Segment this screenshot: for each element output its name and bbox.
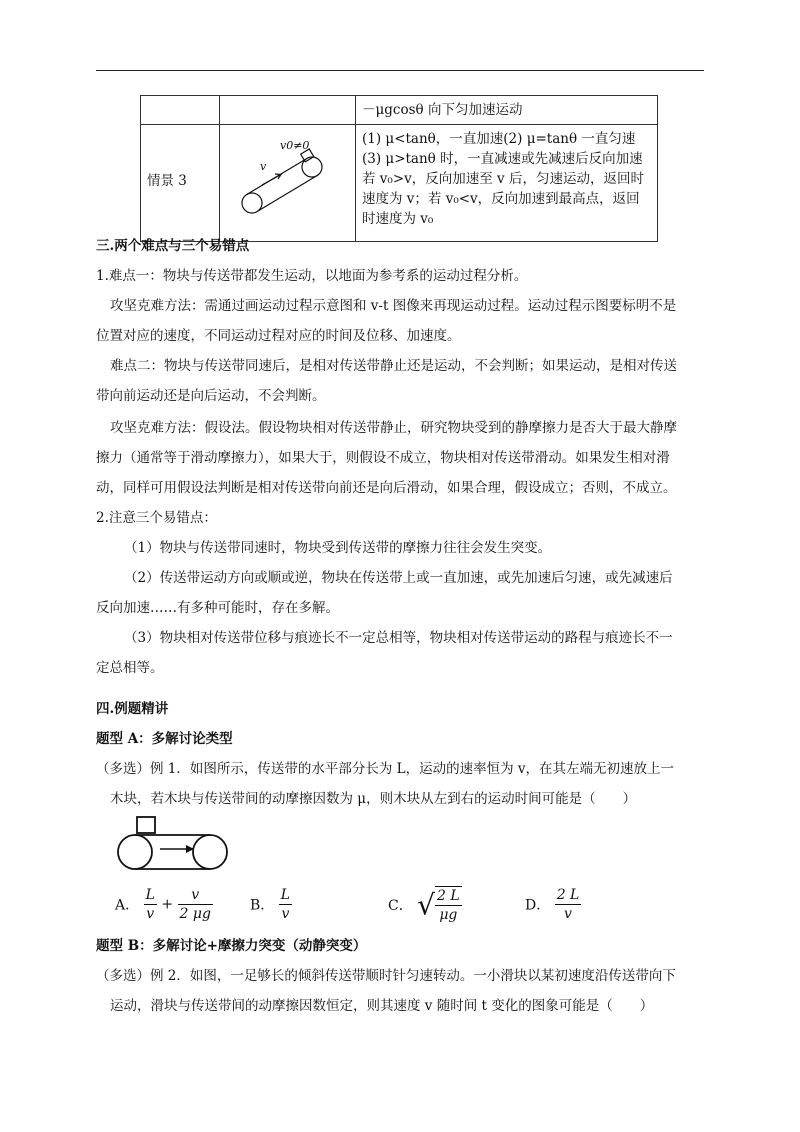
- section3-heading: 三.两个难点与三个易错点: [96, 238, 250, 254]
- paragraph-line: 擦力（通常等于滑动摩擦力），如果大于，则假设不成立，物块相对传送带滑动。如果发生相对滑: [96, 450, 670, 466]
- sqrt-sign: √: [417, 888, 436, 922]
- paragraph-line: 反向加速……有多种可能时，存在多解。: [96, 600, 339, 616]
- scenario-table: [140, 95, 658, 242]
- paragraph-line: 定总相等。: [96, 660, 164, 676]
- paragraph-line: 动，同样可用假设法判断是相对传送带向前还是向后滑动，如果合理，假设成立；否则，不成立。: [96, 480, 677, 496]
- type-b-heading: 题型 B：多解讨论+摩擦力突变（动静突变）: [96, 938, 367, 954]
- scene3-line: (3) μ>tanθ 时，一直减速或先减速后反向加速: [362, 151, 643, 167]
- example1-line: 木块，若木块与传送带间的动摩擦因数为 μ，则木块从左到右的运动时间可能是（ ）: [110, 791, 637, 807]
- paragraph-line: 难点二：物块与传送带同速后，是相对传送带静止还是运动，不会判断；如果运动，是相对传送: [110, 358, 677, 374]
- type-a-heading: 题型 A：多解讨论类型: [96, 731, 233, 747]
- scene3-line: (1) μ<tanθ，一直加速(2) μ=tanθ 一直匀速: [362, 131, 636, 147]
- right-pulley: [193, 835, 227, 869]
- option-c[interactable]: C． √ $\frac{2 L}{\mu g}$: [388, 888, 460, 923]
- section4-heading: 四.例题精讲: [96, 701, 169, 717]
- horizontal-belt-diagram: [115, 815, 235, 875]
- option-a[interactable]: A． $\frac{L}{v}$ + $\frac{v}{2 \mu g}$: [115, 887, 211, 922]
- row1-text: －μgcosθ 向下匀加速运动: [362, 102, 523, 118]
- scene3-line: 时速度为 v₀: [362, 211, 434, 227]
- block: [137, 817, 155, 833]
- scene3-label: 情景 3: [147, 173, 187, 189]
- scene3-line: 速度为 v；若 v₀<v，反向加速到最高点，返回: [362, 191, 640, 207]
- velocity-arrow: [262, 175, 280, 185]
- v-label: v: [260, 160, 267, 173]
- header-rule: [96, 70, 704, 71]
- paragraph-line: 位置对应的速度，不同运动过程对应的时间及位移、加速度。: [96, 328, 461, 344]
- paragraph-line: 攻坚克难方法：需通过画运动过程示意图和 v-t 图像来再现运动过程。运动过程示图要标明不是: [110, 298, 677, 314]
- paragraph-line: 2.注意三个易错点：: [96, 510, 217, 526]
- incline-belt-diagram: [220, 125, 355, 237]
- belt-bottom: [258, 175, 318, 211]
- paragraph-line: （2）传送带运动方向或顺或逆，物块在传送带上或一直加速，或先加速后匀速，或先减速后: [124, 570, 673, 586]
- option-b[interactable]: B． $\frac{L}{v}$: [250, 887, 291, 922]
- paragraph-line: （1）物块与传送带同速时，物块受到传送带的摩擦力往往会发生突变。: [124, 540, 552, 556]
- paragraph-line: 攻坚克难方法：假设法。假设物块相对传送带静止，研究物块受到的静摩擦力是否大于最大静摩: [110, 420, 677, 436]
- example2-line: 运动，滑块与传送带间的动摩擦因数恒定，则其速度 v 随时间 t 变化的图象可能是（ ）: [110, 998, 654, 1014]
- left-pulley: [118, 835, 152, 869]
- example2-line: （多选）例 2．如图，一足够长的倾斜传送带顺时针匀速转动。一小滑块以某初速度沿传送带向下: [96, 968, 676, 984]
- table-row: [141, 96, 658, 125]
- paragraph-line: 1.难点一：物块与传送带都发生运动，以地面为参考系的运动过程分析。: [96, 268, 528, 284]
- scene3-line: 若 v₀>v，反向加速至 v 后，匀速运动，返回时: [362, 171, 644, 187]
- example1-line: （多选）例 1．如图所示，传送带的水平部分长为 L，运动的速率恒为 v，在其左端无初速放上一: [96, 761, 675, 777]
- v0-label: v0≠0: [280, 139, 310, 152]
- option-d[interactable]: D． $\frac{2 L}{v}$: [525, 887, 580, 922]
- paragraph-line: （3）物块相对传送带位移与痕迹长不一定总相等，物块相对传送带运动的路程与痕迹长不一: [124, 630, 673, 646]
- paragraph-line: 带向前运动还是向后运动，不会判断。: [96, 388, 326, 404]
- table-row: [141, 125, 658, 242]
- scene3-text: [356, 125, 657, 233]
